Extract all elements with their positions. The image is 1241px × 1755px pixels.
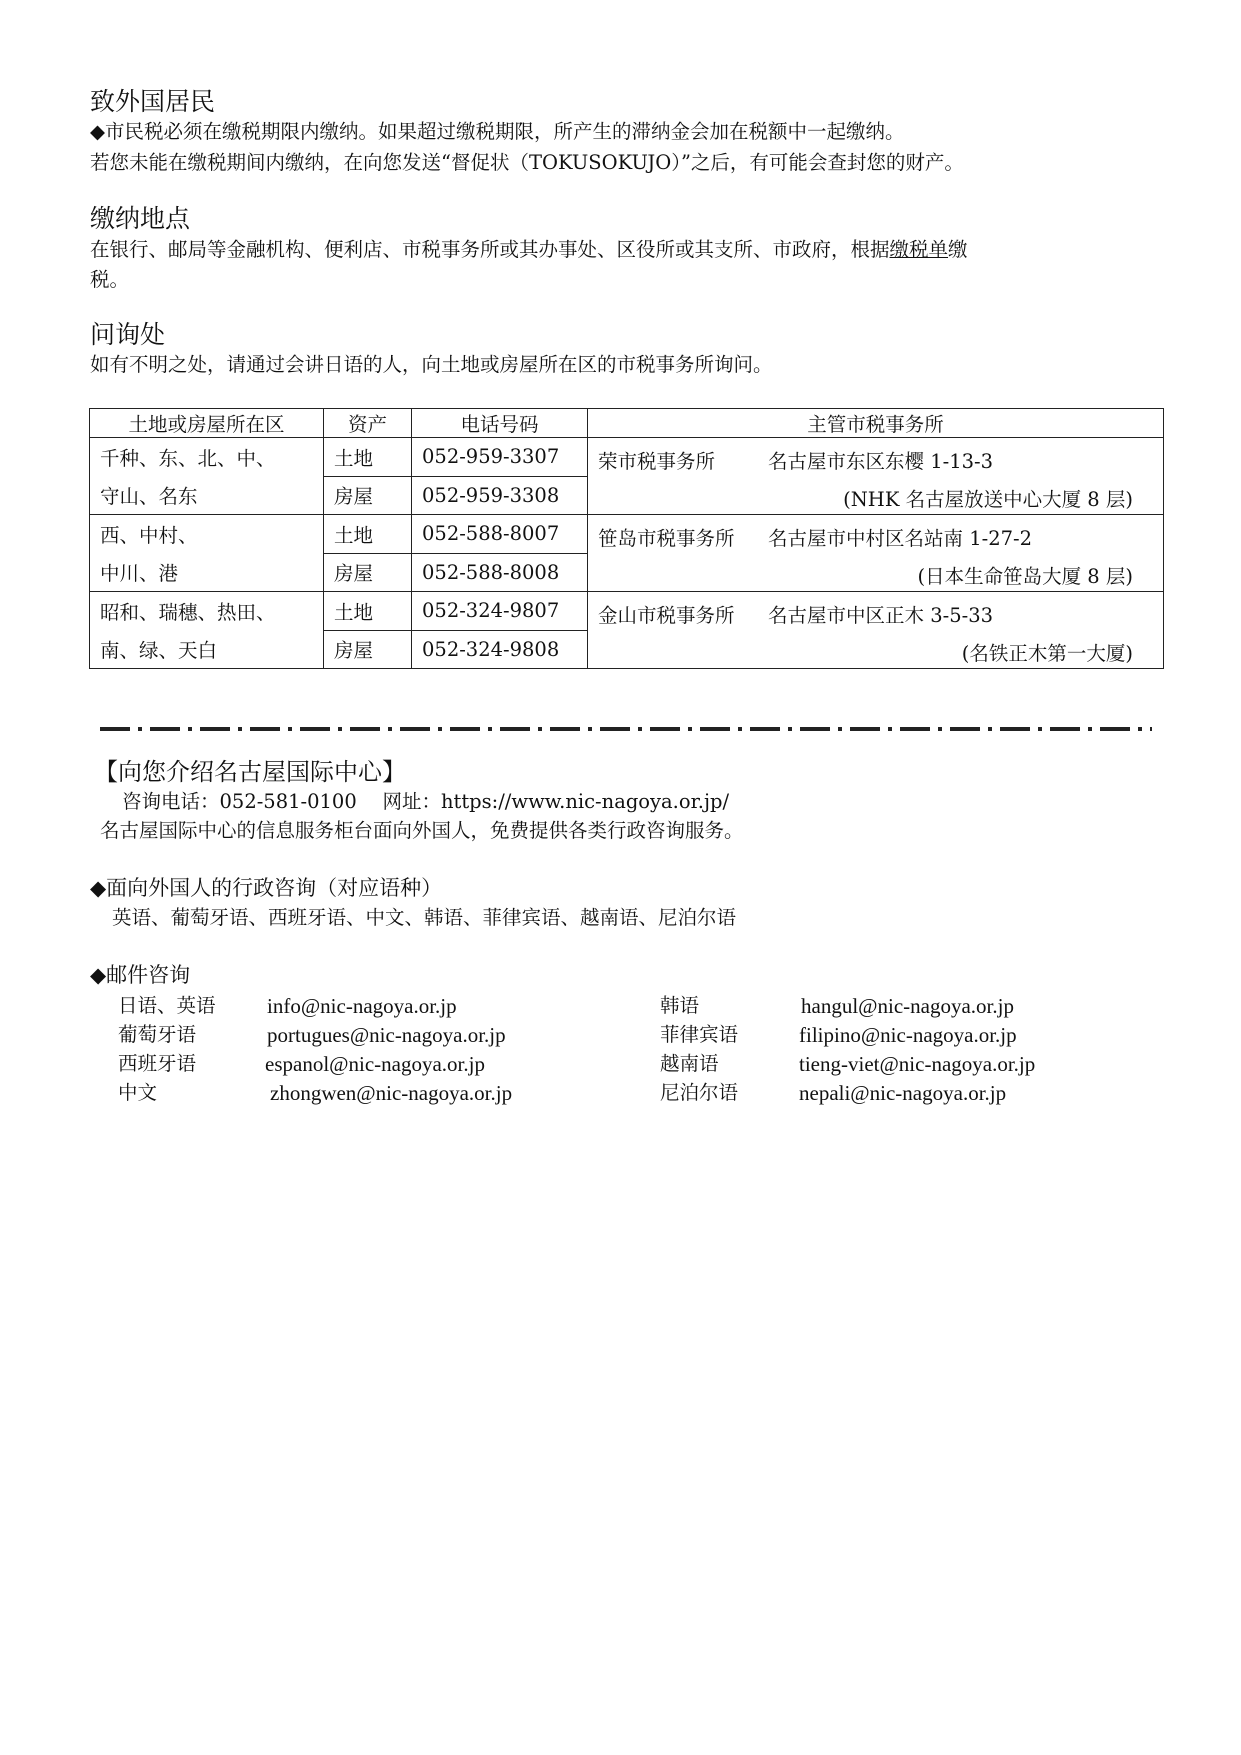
- table-row: [90, 515, 1164, 554]
- nic-contact: 咨询电话：052-581-0100 网址：https://www.nic-nagoya.or.jp/: [122, 790, 730, 813]
- mail-lang-label: 葡萄牙语: [118, 1023, 197, 1046]
- district-cell: 中川、港: [90, 553, 324, 592]
- phone-cell: 052-588-8008: [412, 553, 588, 592]
- mail-address[interactable]: espanol@nic-nagoya.or.jp: [265, 1052, 485, 1076]
- tax-bill-link[interactable]: 缴税单: [889, 238, 949, 261]
- phone-cell: 052-324-9808: [412, 630, 588, 669]
- payment-line-1: [90, 237, 968, 263]
- office-address: 名古屋市东区东樱 1-13-3: [768, 450, 994, 473]
- district-cell: 西、中村、: [90, 515, 324, 554]
- office-building: (NHK 名古屋放送中心大厦 8 层): [843, 488, 1133, 511]
- office-cell: [588, 438, 1164, 515]
- inquiry-title: 问询处: [90, 320, 166, 349]
- header-phone: 电话号码: [412, 409, 588, 438]
- asset-cell: 房屋: [324, 476, 412, 515]
- mail-address[interactable]: nepali@nic-nagoya.or.jp: [799, 1081, 1007, 1105]
- asset-cell: 土地: [324, 515, 412, 554]
- phone-cell: 052-959-3307: [412, 438, 588, 477]
- office-cell: [588, 592, 1164, 669]
- payment-text-pre: 在银行、邮局等金融机构、便利店、市税事务所或其办事处、区役所或其支所、市政府，根据: [90, 238, 890, 261]
- office-address: 名古屋市中村区名站南 1-27-2: [768, 527, 1033, 550]
- office-cell: [588, 515, 1164, 592]
- header-office: 主管市税事务所: [588, 409, 1164, 438]
- mail-title: ◆邮件咨询: [90, 963, 191, 987]
- table-row: [90, 438, 1164, 477]
- district-cell: 南、绿、天白: [90, 630, 324, 669]
- mail-lang-label: 中文: [118, 1081, 158, 1104]
- inquiry-line: 如有不明之处，请通过会讲日语的人，向土地或房屋所在区的市税事务所询问。: [90, 353, 773, 376]
- language-list: 英语、葡萄牙语、西班牙语、中文、韩语、菲律宾语、越南语、尼泊尔语: [112, 906, 737, 929]
- phone-cell: 052-588-8007: [412, 515, 588, 554]
- mail-lang-label: 菲律宾语: [660, 1023, 739, 1046]
- office-building: (日本生命笹岛大厦 8 层): [917, 565, 1133, 588]
- district-cell: 千种、东、北、中、: [90, 438, 324, 477]
- header-district: 土地或房屋所在区: [90, 409, 324, 438]
- mail-lang-label: 日语、英语: [118, 994, 216, 1017]
- nic-title: 【向您介绍名古屋国际中心】: [94, 758, 406, 786]
- mail-address[interactable]: zhongwen@nic-nagoya.or.jp: [270, 1081, 513, 1105]
- table-header-row: [90, 409, 1164, 438]
- mail-address[interactable]: info@nic-nagoya.or.jp: [267, 994, 457, 1018]
- payment-title: 缴纳地点: [90, 204, 191, 233]
- mail-address[interactable]: filipino@nic-nagoya.or.jp: [799, 1023, 1017, 1047]
- asset-cell: 土地: [324, 592, 412, 631]
- mail-lang-label: 韩语: [660, 994, 700, 1017]
- mail-lang-label: 越南语: [660, 1052, 719, 1075]
- asset-cell: 房屋: [324, 553, 412, 592]
- office-name: 荣市税事务所: [598, 450, 716, 473]
- language-title: ◆面向外国人的行政咨询（对应语种）: [90, 876, 443, 900]
- office-address: 名古屋市中区正木 3-5-33: [768, 604, 994, 627]
- notice-title: 致外国居民: [90, 87, 216, 116]
- district-cell: 昭和、瑞穗、热田、: [90, 592, 324, 631]
- nic-description: 名古屋国际中心的信息服务柜台面向外国人，免费提供各类行政咨询服务。: [100, 819, 744, 842]
- mail-address[interactable]: portugues@nic-nagoya.or.jp: [267, 1023, 506, 1047]
- payment-text-post: 缴: [948, 238, 968, 261]
- office-name: 金山市税事务所: [598, 604, 735, 627]
- office-building: (名铁正木第一大厦): [961, 642, 1133, 665]
- payment-line-2: 税。: [90, 268, 130, 291]
- mail-address[interactable]: hangul@nic-nagoya.or.jp: [801, 994, 1014, 1018]
- asset-cell: 土地: [324, 438, 412, 477]
- notice-line-2: 若您未能在缴税期间内缴纳，在向您发送“督促状（TOKUSOKUJO）”之后，有可能会查封您的财产。: [90, 151, 964, 174]
- header-asset: 资产: [324, 409, 412, 438]
- section-divider: [100, 727, 1152, 731]
- mail-address[interactable]: tieng-viet@nic-nagoya.or.jp: [799, 1052, 1036, 1076]
- tax-office-table: [89, 408, 1164, 669]
- office-name: 笹岛市税事务所: [598, 527, 735, 550]
- notice-line-1: ◆市民税必须在缴税期限内缴纳。如果超过缴税期限，所产生的滞纳金会加在税额中一起缴纳。: [90, 120, 905, 143]
- asset-cell: 房屋: [324, 630, 412, 669]
- phone-cell: 052-324-9807: [412, 592, 588, 631]
- district-cell: 守山、名东: [90, 476, 324, 515]
- phone-cell: 052-959-3308: [412, 476, 588, 515]
- mail-lang-label: 西班牙语: [118, 1052, 197, 1075]
- table-row: [90, 592, 1164, 631]
- mail-lang-label: 尼泊尔语: [660, 1081, 739, 1104]
